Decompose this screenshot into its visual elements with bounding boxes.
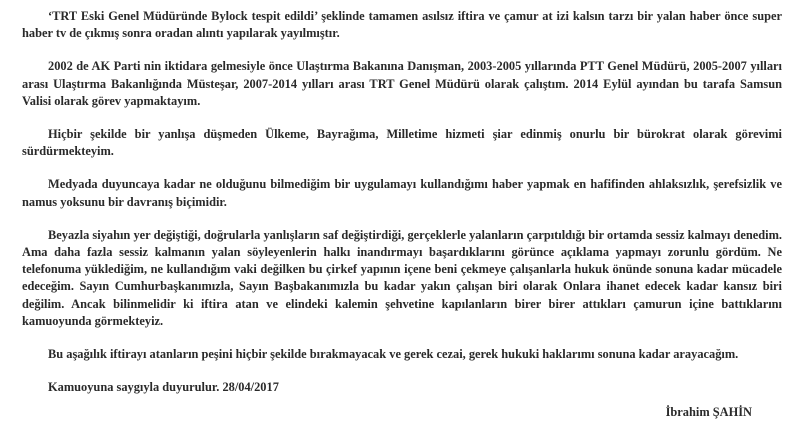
signature-name: İbrahim ŞAHİN [665, 405, 752, 419]
press-statement-body [22, 8, 782, 396]
paragraph-announcement-date: Kamuoyuna saygıyla duyurulur. 28/04/2017 [48, 380, 279, 395]
paragraph-trt-claim: ‘TRT Eski Genel Müdüründe Bylock tespit edildi’ şeklinde tamamen asılsız iftira ve çamur at izi kalsın tarzı bir yalan haber önce super haber tv de çıkmış sonra oradan alıntı yapılarak yayılmıştır. [22, 9, 782, 41]
paragraph-service-honor: Hiçbir şekilde bir yanlışa düşmeden Ülkeme, Bayrağıma, Milletime hizmeti şiar edinmiş onurlu bir bürokrat olarak görevimi sürdürmekteyim. [22, 127, 782, 159]
paragraph-career-history: 2002 de AK Parti nin iktidara gelmesiyle önce Ulaştırma Bakanına Danışman, 2003-2005 yıllarında PTT Genel Müdürü, 2005-2007 yılları arası Ulaştırma Bakanlığında Müsteşar, 2007-2014 yılları arası TRT Genel Müdürü olarak çalıştım. 2014 Eylül ayından bu tarafa Samsun Valisi olarak görev yapmaktayım. [22, 59, 782, 108]
paragraph-legal-action: Bu aşağılık iftirayı atanların peşini hiçbir şekilde bırakmayacak ve gerek cezai, gerek hukuki haklarımı sonuna kadar arayacağım. [48, 347, 739, 362]
paragraph-statement-reason: Beyazla siyahın yer değiştiği, doğrularla yanlışların saf değiştirdiği, gerçeklerle yalanların çarpıtıldığı bir ortamda sessiz kalmayı denedim. Ama daha fazla sessiz kalmanın yalan söyleyenlerin halkı inandırmayı başardıklarını görünce açıklama yapmayı zorunlu gördüm. Ne telefonuma yüklediğim, ne kullandığım vaki değilken bu çirkef yapının içene beni çekmeye çalışanlarla hukuk önünde sonuna kadar mücadele edeceğim. Sayın Cumhurbaşkanımızla, Sayın Başbakanımızla bu kadar yakın çalışan biri olarak Onlara ihanet edecek kadar kansız biri değilim. Ancak bilinmelidir ki iftira atan ve elindeki kalemin şehvetine kapılanların birer birer attıkları çamurun içine battıklarını kamuoyunda görmekteyiz. [22, 227, 782, 328]
paragraph-media-accusation: Medyada duyuncaya kadar ne olduğunu bilmediğim bir uygulamayı kullandığımı haber yapmak en hafifinden ahlaksızlık, şerefsizlik ve namus yoksunu bir davranış biçimidir. [22, 177, 782, 209]
